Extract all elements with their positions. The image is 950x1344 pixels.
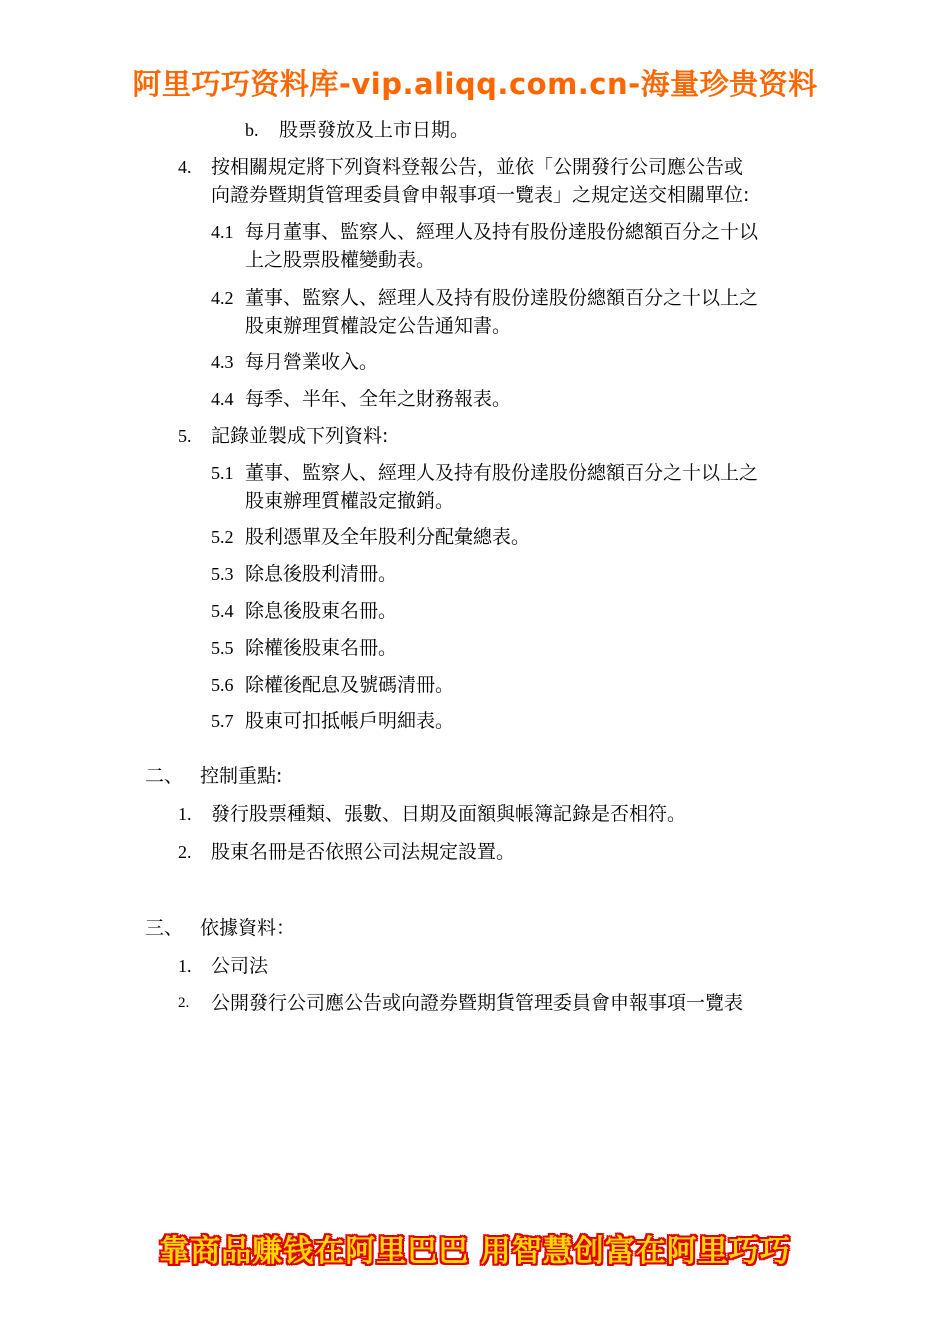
- item-text: 除息後股東名冊。: [245, 600, 398, 622]
- item-label: 5.2: [211, 527, 234, 547]
- item-label: 5.6: [211, 675, 234, 695]
- item-text: 向證券暨期貨管理委員會申報事項一覽表」之規定送交相關單位:: [211, 184, 750, 206]
- section-title: 控制重點:: [200, 765, 283, 787]
- item-label: 5.3: [211, 564, 234, 584]
- item-label: 2.: [178, 842, 192, 862]
- item-text: 董事、監察人、經理人及持有股份達股份總額百分之十以上之: [245, 462, 759, 484]
- item-label: 4.1: [211, 222, 234, 242]
- section-number: 三、: [145, 917, 184, 939]
- item-label: 1.: [178, 804, 192, 824]
- item-label: 4.3: [211, 352, 234, 372]
- item-label: b.: [245, 120, 259, 140]
- item-label: 5.: [178, 426, 192, 446]
- item-text: 除息後股利清冊。: [245, 563, 398, 585]
- item-label: 5.5: [211, 638, 234, 658]
- item-text: 記錄並製成下列資料:: [211, 425, 389, 447]
- item-text: 每月董事、監察人、經理人及持有股份達股份總額百分之十以: [245, 221, 759, 243]
- item-label: 5.7: [211, 711, 234, 731]
- item-label: 2.: [178, 995, 190, 1011]
- item-text: 公開發行公司應公告或向證券暨期貨管理委員會申報事項一覽表: [211, 992, 744, 1014]
- section-title: 依據資料：: [200, 917, 296, 939]
- item-label: 4.2: [211, 288, 234, 308]
- item-label: 4.: [178, 157, 192, 177]
- item-text: 每季、半年、全年之財務報表。: [245, 388, 512, 410]
- item-text: 股票發放及上市日期。: [279, 119, 470, 141]
- footer-banner: 靠商品赚钱在阿里巴巴 用智慧创富在阿里巧巧: [159, 1234, 791, 1269]
- item-label: 5.1: [211, 463, 234, 483]
- item-text: 除權後配息及號碼清冊。: [245, 674, 455, 696]
- item-text: 除權後股東名冊。: [245, 637, 398, 659]
- item-text: 公司法: [211, 955, 269, 977]
- item-text: 股東名冊是否依照公司法規定設置。: [211, 841, 516, 863]
- item-text: 發行股票種類、張數、日期及面額與帳簿記錄是否相符。: [211, 803, 687, 825]
- section-number: 二、: [145, 765, 184, 787]
- item-text: 股東辦理質權設定公告通知書。: [245, 315, 512, 337]
- item-text: 股東可扣抵帳戶明細表。: [245, 710, 455, 732]
- item-text: 按相關規定將下列資料登報公告，並依「公開發行公司應公告或: [211, 156, 744, 178]
- item-label: 5.4: [211, 601, 234, 621]
- item-text: 上之股票股權變動表。: [245, 249, 436, 271]
- item-label: 4.4: [211, 389, 234, 409]
- header-banner: 阿里巧巧资料库-vip.aliqq.com.cn-海量珍贵资料: [132, 67, 818, 101]
- item-text: 股東辦理質權設定撤銷。: [245, 490, 455, 512]
- item-label: 1.: [178, 956, 192, 976]
- item-text: 每月營業收入。: [245, 351, 379, 373]
- item-text: 股利憑單及全年股利分配彙總表。: [245, 526, 531, 548]
- item-text: 董事、監察人、經理人及持有股份達股份總額百分之十以上之: [245, 287, 759, 309]
